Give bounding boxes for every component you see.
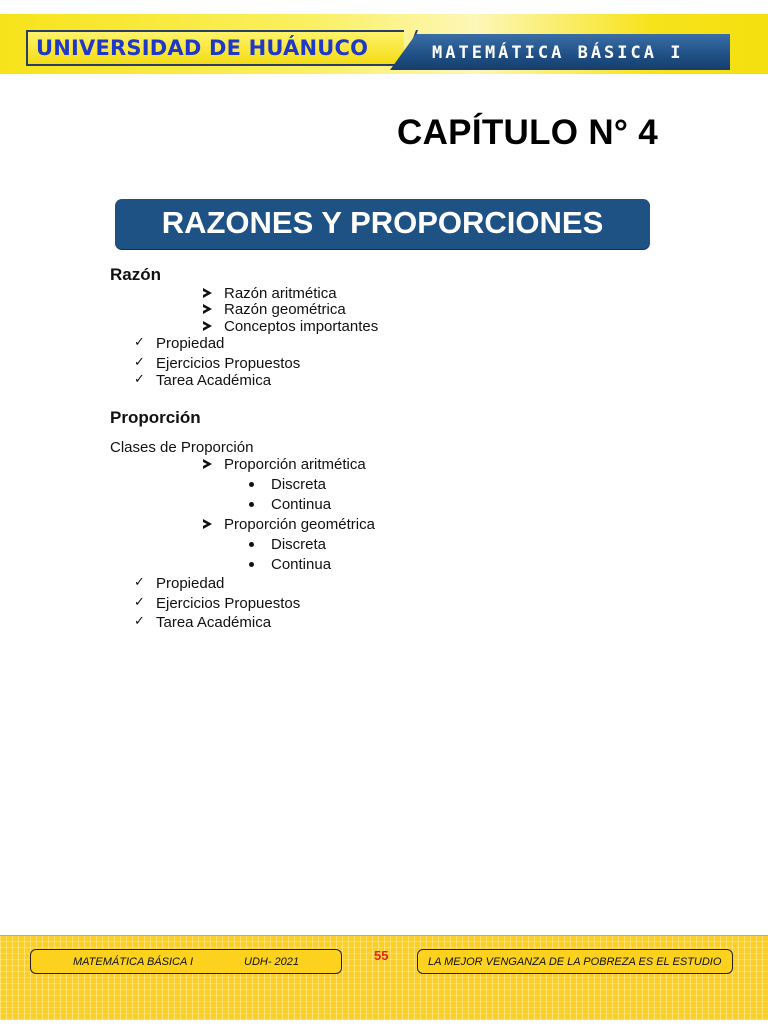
proporcion-intro: Clases de Proporción: [110, 439, 254, 456]
proporcion-check-item: Ejercicios Propuestos: [156, 595, 301, 612]
chapter-title: CAPÍTULO N° 4: [397, 113, 658, 152]
arrow-bullet-icon: [203, 321, 212, 331]
footer-course: MATEMÁTICA BÁSICA I: [73, 956, 193, 968]
section-heading-proporcion: Proporción: [110, 408, 201, 427]
proporcion-type: Continua: [271, 496, 332, 513]
arrow-bullet-icon: [203, 519, 212, 529]
proporcion-class: Proporción aritmética: [224, 456, 366, 473]
bullet-dot-icon: [249, 542, 254, 547]
arrow-bullet-icon: [203, 459, 212, 469]
proporcion-type: Discreta: [271, 536, 327, 553]
bullet-dot-icon: [249, 562, 254, 567]
razon-subitem: Razón aritmética: [224, 285, 337, 302]
razon-check-item: Tarea Académica: [156, 372, 272, 389]
course-title: MATEMÁTICA BÁSICA I: [432, 43, 684, 63]
check-icon: ✓: [134, 613, 145, 628]
check-icon: ✓: [134, 371, 145, 386]
arrow-bullet-icon: [203, 304, 212, 314]
check-icon: ✓: [134, 334, 145, 349]
check-icon: ✓: [134, 594, 145, 609]
razon-check-item: Ejercicios Propuestos: [156, 355, 301, 372]
page-number: 55: [374, 948, 389, 963]
razon-subitem: Conceptos importantes: [224, 318, 379, 335]
footer-motto: LA MEJOR VENGANZA DE LA POBREZA ES EL ESTUDIO: [428, 956, 722, 968]
section-heading-razon: Razón: [110, 265, 161, 284]
bullet-dot-icon: [249, 482, 254, 487]
check-icon: ✓: [134, 574, 145, 589]
razon-check-item: Propiedad: [156, 335, 225, 352]
proporcion-check-item: Propiedad: [156, 575, 225, 592]
check-icon: ✓: [134, 354, 145, 369]
footer-code: UDH- 2021: [244, 956, 300, 968]
bullet-dot-icon: [249, 502, 254, 507]
university-title: UNIVERSIDAD DE HUÁNUCO: [36, 36, 369, 60]
proporcion-check-item: Tarea Académica: [156, 614, 272, 631]
arrow-bullet-icon: [203, 288, 212, 298]
topic-title: RAZONES Y PROPORCIONES: [161, 205, 604, 240]
proporcion-type: Discreta: [271, 476, 327, 493]
proporcion-class: Proporción geométrica: [224, 516, 375, 533]
razon-subitem: Razón geométrica: [224, 301, 346, 318]
proporcion-type: Continua: [271, 556, 332, 573]
